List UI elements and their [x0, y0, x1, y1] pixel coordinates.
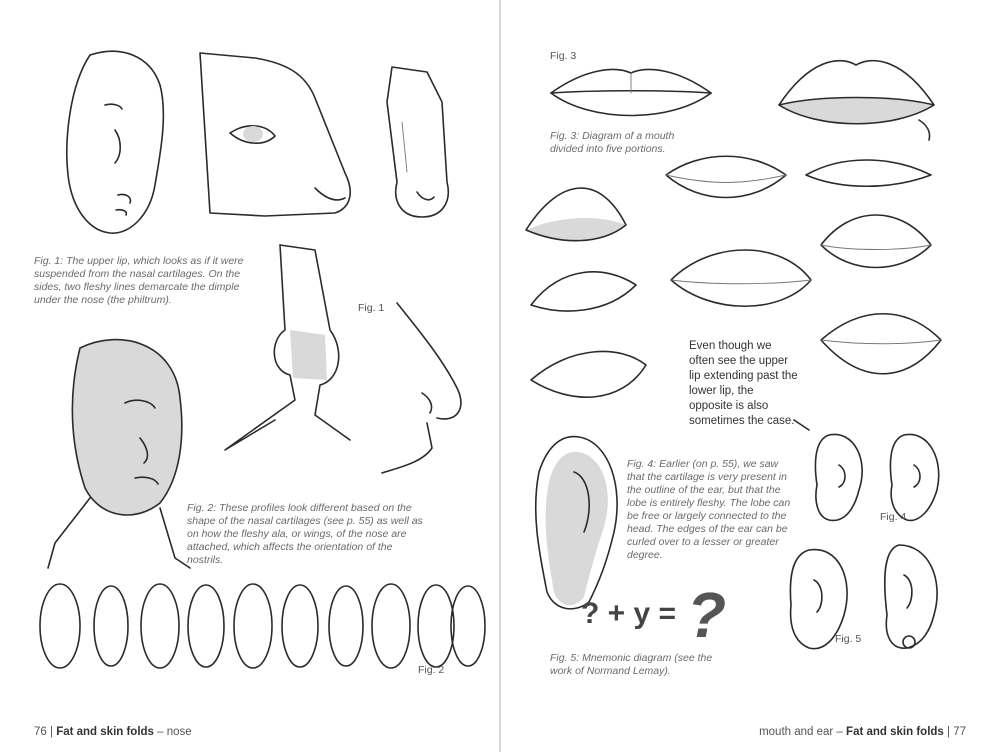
left-footer: 76 | Fat and skin folds – nose: [34, 726, 192, 738]
fig2-label: Fig. 2: [418, 664, 445, 676]
left-footer-section: Fat and skin folds: [56, 726, 154, 738]
fig4-label: Fig. 4: [880, 511, 907, 523]
mouth-open-sketch: [769, 50, 944, 145]
fig3-caption: Fig. 3: Diagram of a mouth divided into five portions.: [550, 130, 675, 155]
right-footer-topic: mouth and ear –: [759, 726, 843, 738]
face-three-quarter-sketch: [60, 45, 175, 245]
head-anatomy-sketch: [40, 328, 200, 573]
ear-pair-sketch: [789, 415, 969, 530]
ear-large-sketch: [529, 432, 624, 612]
mouth-front-sketch: [546, 58, 716, 128]
left-footer-topic: – nose: [157, 726, 192, 738]
right-footer: mouth and ear – Fat and skin folds | 77: [759, 726, 966, 738]
profile-series-sketch: [38, 578, 488, 678]
right-page: [501, 0, 1000, 752]
mnemonic-ear-symbol: ?: [687, 579, 727, 651]
mouth-note: Even though we often see the upper lip extending past the lower lip, the opposite is also sometimes the case.: [689, 340, 798, 427]
fig2-caption: Fig. 2: These profiles look different based on the shape of the nasal cartilages (see p. 55) as well as on how the fleshy ala, or wings, of the nose are attached, which affects the orientation of the nostrils.: [187, 502, 423, 566]
fig1-label: Fig. 1: [358, 302, 385, 314]
fig1-caption: Fig. 1: The upper lip, which looks as if it were suspended from the nasal cartilages. On the sides, two fleshy lines demarcate the dimple under the nose (the philtrum).: [34, 255, 244, 306]
nose-profile-sketch: [372, 298, 477, 478]
fig5-label: Fig. 5: [835, 633, 862, 645]
fig4-caption: Fig. 4: Earlier (on p. 55), we saw that the cartilage is very present in the outline of the ear, but that the lobe is entirely fleshy. The lobe can be free or largely connected to the head. The edges of the ear can be curled over to a lesser or greater degree.: [627, 458, 791, 561]
nose-cartilage-sketch: [372, 62, 472, 227]
left-page-number: 76: [34, 726, 47, 738]
mnemonic-equation: ? + y =: [581, 597, 677, 630]
ear-lobe-sketch: [769, 540, 959, 665]
eye-nose-profile-sketch: [195, 48, 370, 223]
fig3-label: Fig. 3: [550, 50, 577, 62]
fig5-caption: Fig. 5: Mnemonic diagram (see the work of Normand Lemay).: [550, 652, 713, 677]
right-footer-section: Fat and skin folds: [846, 726, 944, 738]
left-page: [0, 0, 499, 752]
right-page-number: 77: [953, 726, 966, 738]
